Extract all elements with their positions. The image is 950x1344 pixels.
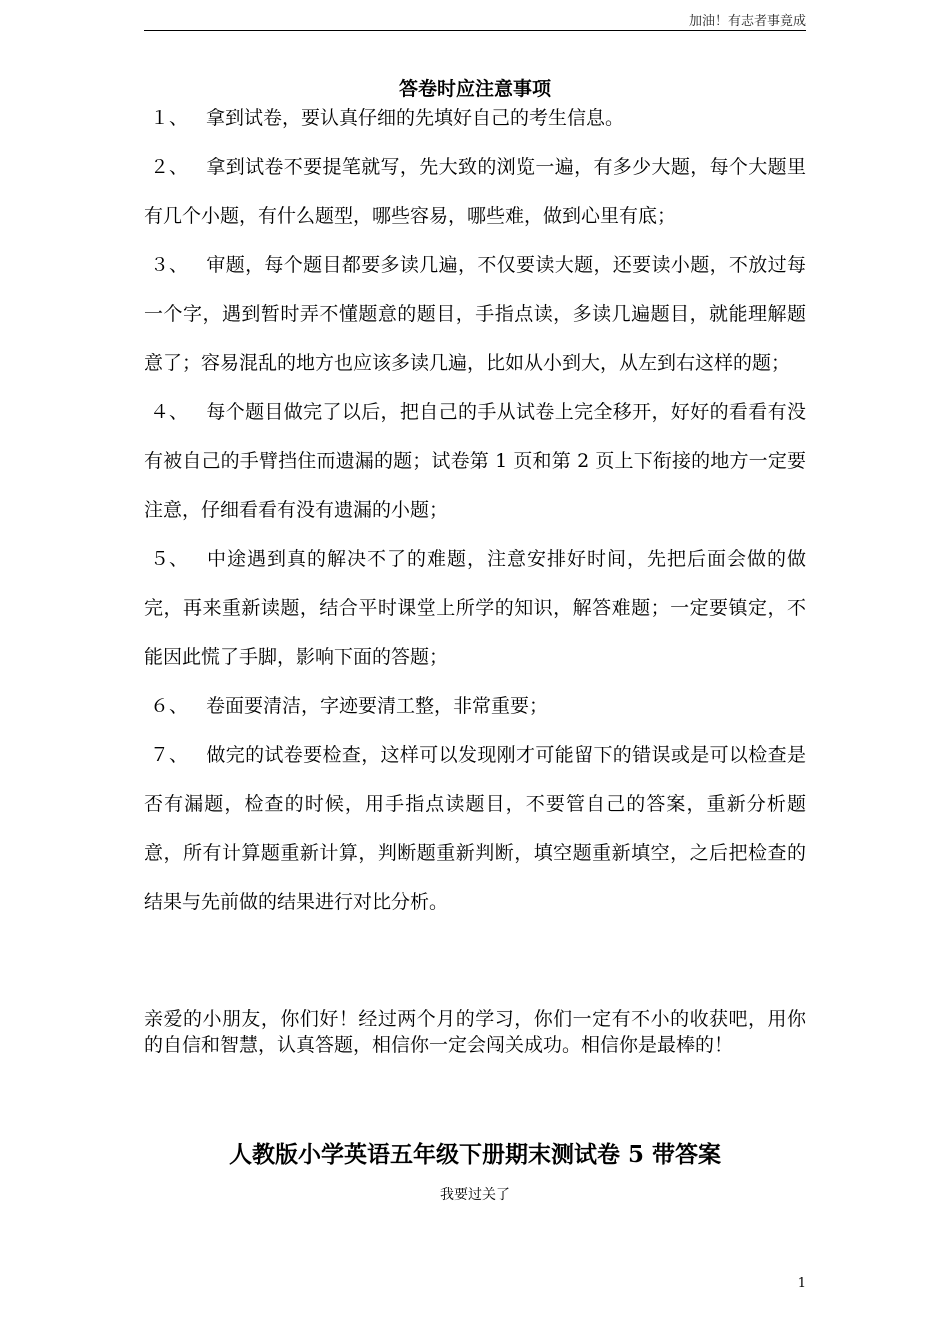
item-number: ４、 (150, 401, 189, 423)
notice-item-7 (144, 731, 806, 927)
notice-item-2 (144, 143, 806, 241)
notice-title: 答卷时应注意事项 (398, 78, 551, 100)
item-text: 卷面要清洁，字迹要清工整，非常重要； (206, 695, 549, 717)
item-number: ７、 (150, 744, 189, 766)
notice-item-6 (144, 682, 806, 731)
notice-item-3 (144, 241, 806, 388)
greeting-paragraph: 亲爱的小朋友，你们好！经过两个月的学习，你们一定有不小的收获吧，用你的自信和智慧，认真答题，相信你一定会闯关成功。相信你是最棒的！ (144, 1008, 806, 1056)
notice-list (144, 94, 806, 927)
item-text: 拿到试卷不要提笔就写，先大致的浏览一遍，有多少大题，每个大题里有几个小题，有什么题型，哪些容易，哪些难，做到心里有底； (144, 156, 806, 227)
item-number: ３、 (150, 254, 189, 276)
item-text: 做完的试卷要检查，这样可以发现刚才可能留下的错误或是可以检查是否有漏题，检查的时候，用手指点读题目，不要管自己的答案，重新分析题意，所有计算题重新计算，判断题重新判断，填空题重新填空，之后把检查的结果与先前做的结果进行对比分析。 (144, 744, 806, 913)
item-number: ５、 (150, 548, 189, 570)
item-number: １、 (150, 107, 189, 129)
item-number: ２、 (150, 156, 189, 178)
item-text: 审题，每个题目都要多读几遍，不仅要读大题，还要读小题，不放过每一个字，遇到暂时弄不懂题意的题目，手指点读，多读几遍题目，就能理解题意了；容易混乱的地方也应该多读几遍，比如从小到大，从左到右这样的题； (144, 254, 806, 374)
item-text: 每个题目做完了以后，把自己的手从试卷上完全移开，好好的看看有没有被自己的手臂挡住而遗漏的题；试卷第 1 页和第 2 页上下衔接的地方一定要注意，仔细看看有没有遗漏的小题； (144, 401, 806, 521)
page-number: 1 (797, 1276, 806, 1291)
page-header-text: 加油！有志者事竟成 (688, 14, 806, 29)
notice-item-5 (144, 535, 806, 682)
item-text: 中途遇到真的解决不了的难题，注意安排好时间，先把后面会做的做完，再来重新读题，结合平时课堂上所学的知识，解答难题；一定要镇定，不能因此慌了手脚，影响下面的答题； (144, 548, 806, 668)
header-rule (144, 30, 806, 31)
item-text: 拿到试卷，要认真仔细的先填好自己的考生信息。 (206, 107, 625, 129)
document-subtitle: 我要过关了 (440, 1187, 510, 1203)
notice-item-4 (144, 388, 806, 535)
document-title: 人教版小学英语五年级下册期末测试卷 5 带答案 (228, 1141, 722, 1168)
notice-item-1 (144, 94, 806, 143)
item-number: ６、 (150, 695, 189, 717)
